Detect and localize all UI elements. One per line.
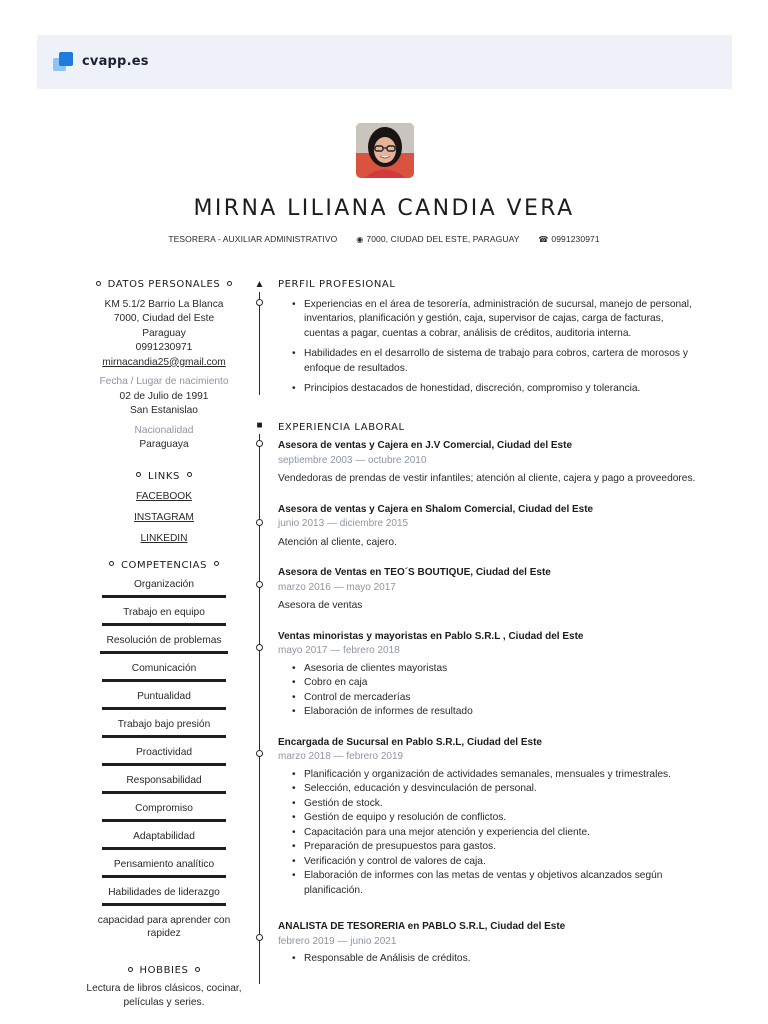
cvapp-logo-icon: [53, 52, 73, 71]
timeline-dot: [256, 644, 263, 651]
skill-item: Puntualidad: [102, 687, 226, 710]
job-title: ANALISTA DE TESORERIA en PABLO S.R.L, Ciudad del Este: [278, 921, 566, 932]
personal-section-title: DATOS PERSONALES: [82, 278, 246, 293]
hobbies-text: Lectura de libros clásicos, cocinar, películas y series.: [86, 982, 242, 1008]
skill-item: Organización: [102, 575, 226, 598]
brand-name: cvapp.es: [82, 54, 149, 69]
address-line-2: 7000, Ciudad del Este: [113, 313, 215, 324]
job-bullet: • Gestión de equipo y resolución de conflictos.: [292, 811, 698, 826]
job-bullet: • Responsable de Análisis de créditos.: [292, 952, 698, 967]
profile-list: [278, 298, 698, 397]
timeline-dot: [256, 440, 263, 447]
address-line-3: Paraguay: [142, 327, 186, 339]
location-pin-icon: ◉: [356, 235, 364, 244]
circle-icon: [136, 472, 141, 477]
profile-bullet: • Habilidades en el desarrollo de sistema de trabajo para cobros, cartera de morosos y enfoque de resultados.: [292, 347, 698, 376]
person-icon: ▲: [254, 279, 265, 290]
profile-bullet: • Experiencias en el área de tesorería, administración de sucursal, manejo de personal, inventarios, planificación y gestión, caja, supervisor de cajas, carga de facturas, cuentas a pagar, cuentas a cobrar, análisis de créditos, auditoria interna.: [292, 298, 698, 342]
job-bullet: • Elaboración de informes con las metas de ventas y objetivos alcanzados según planificación.: [292, 869, 698, 898]
skill-item: Resolución de problemas: [100, 631, 228, 654]
job-entry: [278, 736, 698, 899]
personal-phone: 0991230971: [135, 342, 193, 353]
job-description: Vendedoras de prendas de vestir infantiles; atención al cliente, cajera y pago a proveedores.: [278, 473, 696, 484]
birth-label: Fecha / Lugar de nacimiento: [99, 376, 229, 387]
brand[interactable]: [53, 52, 149, 71]
job-dates: marzo 2018 — febrero 2019: [278, 751, 404, 762]
job-dates: marzo 2016 — mayo 2017: [278, 581, 396, 593]
timeline-line-experience: [259, 434, 260, 984]
link-linkedin[interactable]: LINKEDIN: [140, 533, 188, 544]
header-phone: 0991230971: [551, 234, 600, 244]
circle-icon: [227, 281, 232, 286]
job-dates: junio 2013 — diciembre 2015: [278, 518, 409, 529]
link-instagram[interactable]: INSTAGRAM: [134, 512, 194, 523]
job-title: Asesora de Ventas en TEO´S BOUTIQUE, Ciudad del Este: [278, 567, 551, 578]
job-bullet: • Selección, educación y desvinculación de personal.: [292, 782, 698, 797]
timeline-dot: [256, 519, 263, 526]
job-bullet: • Preparación de presupuestos para gastos.: [292, 840, 698, 855]
profile-photo: [356, 123, 414, 178]
timeline-dot: [256, 934, 263, 941]
circle-icon: [214, 561, 219, 566]
briefcase-icon: ■: [256, 420, 263, 431]
job-bullets: [278, 662, 698, 720]
job-title: Asesora de ventas y Cajera en J.V Comercial, Ciudad del Este: [278, 440, 573, 451]
skill-item: Adaptabilidad: [102, 827, 226, 850]
skill-item: Trabajo bajo presión: [102, 715, 226, 738]
left-column: [82, 278, 246, 1011]
job-bullets: [278, 768, 698, 899]
circle-icon: [109, 561, 114, 566]
job-dates: mayo 2017 — febrero 2018: [278, 645, 400, 656]
job-entry: [278, 920, 698, 967]
job-description: Asesora de ventas: [278, 600, 363, 611]
phone-icon: ☎: [538, 235, 549, 244]
skill-item: capacidad para aprender con rapidez: [97, 915, 231, 939]
job-bullet: • Capacitación para una mejor atención y experiencia del cliente.: [292, 826, 698, 841]
timeline-dot: [256, 581, 263, 588]
circle-icon: [128, 967, 133, 972]
contact-line: [0, 234, 768, 244]
email-link[interactable]: mirnacandia25@gmail.com: [102, 356, 226, 368]
nationality: Paraguaya: [139, 439, 189, 450]
job-bullet: • Asesoria de clientes mayoristas: [292, 662, 698, 677]
job-title: TESORERA - AUXILIAR ADMINISTRATIVO: [168, 234, 338, 244]
job-title: Encargada de Sucursal en Pablo S.R.L, Ciudad del Este: [278, 736, 542, 748]
job-entry: [278, 630, 698, 720]
job-title: Asesora de ventas y Cajera en Shalom Comercial, Ciudad del Este: [278, 503, 594, 515]
skill-item: Pensamiento analítico: [102, 855, 226, 878]
right-column: [278, 278, 698, 967]
candidate-name: MIRNA LILIANA CANDIA VERA: [193, 196, 575, 221]
job-dates: febrero 2019 — junio 2021: [278, 935, 397, 947]
profile-bullet: • Principios destacados de honestidad, discreción, compromiso y tolerancia.: [292, 382, 698, 397]
job-description: Atención al cliente, cajero.: [278, 536, 397, 548]
skill-item: Compromiso: [102, 799, 226, 822]
timeline-dot: [256, 299, 263, 306]
job-bullet: • Elaboración de informes de resultado: [292, 705, 698, 720]
job-bullet: • Planificación y organización de actividades semanales, mensuales y trimestrales.: [292, 768, 698, 783]
skill-item: Comunicación: [102, 659, 226, 682]
job-entry: [278, 439, 698, 487]
job-bullet: • Control de mercaderías: [292, 691, 698, 706]
links-section-title: LINKS: [82, 470, 246, 485]
job-entry: [278, 503, 698, 551]
top-bar: [37, 35, 732, 89]
timeline-dot: [256, 750, 263, 757]
skill-item: Proactividad: [102, 743, 226, 766]
skill-item: Responsabilidad: [102, 771, 226, 794]
profile-section-title: PERFIL PROFESIONAL: [278, 279, 396, 290]
job-bullet: • Gestión de stock.: [292, 797, 698, 812]
skills-section-title: COMPETENCIAS: [82, 559, 246, 574]
circle-icon: [187, 472, 192, 477]
birth-place: San Estanislao: [130, 405, 198, 416]
job-bullet: • Verificación y control de valores de caja.: [292, 855, 698, 870]
job-dates: septiembre 2003 — octubre 2010: [278, 454, 427, 466]
address-line-1: KM 5.1/2 Barrio La Blanca: [104, 298, 224, 310]
experience-section-title: EXPERIENCIA LABORAL: [278, 421, 405, 433]
timeline-line-profile: [259, 292, 260, 395]
hobbies-section-title: HOBBIES: [82, 964, 246, 979]
skills-list: [82, 575, 246, 944]
nationality-label: Nacionalidad: [134, 424, 194, 436]
circle-icon: [96, 281, 101, 286]
circle-icon: [195, 967, 200, 972]
birth-date: 02 de Julio de 1991: [119, 390, 209, 402]
link-facebook[interactable]: FACEBOOK: [135, 491, 193, 502]
job-bullet: • Cobro en caja: [292, 676, 698, 691]
location: 7000, CIUDAD DEL ESTE, PARAGUAY: [366, 234, 520, 244]
job-entry: [278, 566, 698, 614]
skill-item: Trabajo en equipo: [102, 603, 226, 626]
skill-item: Habilidades de liderazgo: [102, 883, 226, 906]
job-title: Ventas minoristas y mayoristas en Pablo S.R.L , Ciudad del Este: [278, 630, 584, 642]
job-bullets: [278, 952, 698, 967]
